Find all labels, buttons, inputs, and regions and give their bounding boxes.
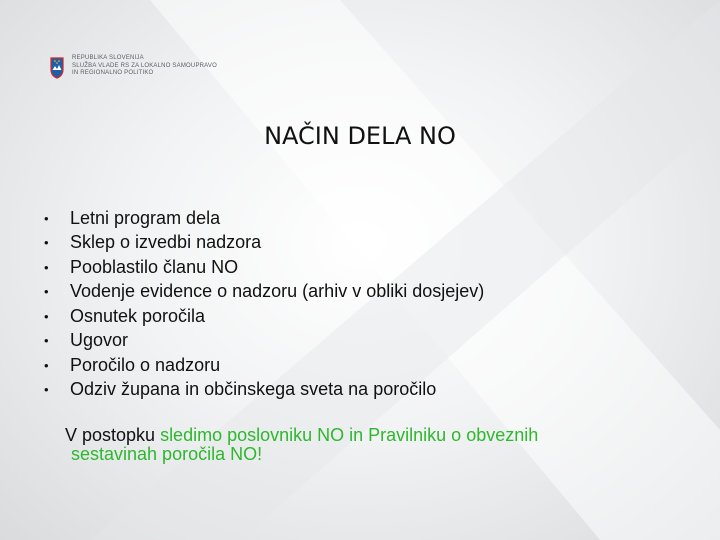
organization-logo bbox=[50, 55, 250, 95]
procedure-note bbox=[65, 426, 625, 464]
bullet-text: Sklep o izvedbi nadzora bbox=[70, 232, 262, 253]
bullet-item bbox=[44, 280, 484, 305]
bullet-marker: • bbox=[44, 284, 49, 300]
note-highlight-line-1: sledimo poslovniku NO in Pravilniku o obveznih bbox=[160, 425, 539, 445]
bullet-marker: • bbox=[44, 333, 49, 349]
bullet-item bbox=[44, 231, 484, 256]
slide-title: NAČIN DELA NO bbox=[264, 122, 456, 150]
org-line-1: REPUBLIKA SLOVENIJA bbox=[72, 55, 144, 61]
bullet-text: Pooblastilo članu NO bbox=[70, 256, 239, 277]
bullet-item bbox=[44, 206, 484, 231]
bullet-marker: • bbox=[44, 357, 49, 373]
bullet-text: Vodenje evidence o nadzoru (arhiv v obliki dosjejev) bbox=[70, 281, 485, 302]
org-line-3: IN REGIONALNO POLITIKO bbox=[72, 70, 154, 76]
bullet-item bbox=[44, 255, 484, 280]
organization-name bbox=[72, 55, 217, 78]
note-highlight-line-2: sestavinah poročila NO! bbox=[71, 444, 263, 464]
bullet-item bbox=[44, 353, 484, 378]
bullet-marker: • bbox=[44, 210, 49, 226]
bullet-marker: • bbox=[44, 259, 49, 275]
bullet-marker: • bbox=[44, 382, 49, 398]
bullet-text: Osnutek poročila bbox=[70, 305, 206, 326]
bullet-item bbox=[44, 378, 484, 403]
note-prefix: V postopku bbox=[65, 425, 161, 445]
bullet-text: Poročilo o nadzoru bbox=[70, 354, 221, 375]
bullet-item bbox=[44, 329, 484, 354]
bullet-item bbox=[44, 304, 484, 329]
bullet-text: Ugovor bbox=[70, 330, 129, 351]
bullet-list bbox=[44, 206, 484, 402]
bullet-text: Odziv župana in občinskega sveta na poročilo bbox=[70, 379, 437, 400]
org-line-2: SLUŽBA VLADE RS ZA LOKALNO SAMOUPRAVO bbox=[72, 62, 217, 69]
bullet-marker: • bbox=[44, 235, 49, 251]
coat-of-arms-icon bbox=[50, 57, 64, 79]
bullet-text: Letni program dela bbox=[70, 207, 221, 228]
bullet-marker: • bbox=[44, 308, 49, 324]
